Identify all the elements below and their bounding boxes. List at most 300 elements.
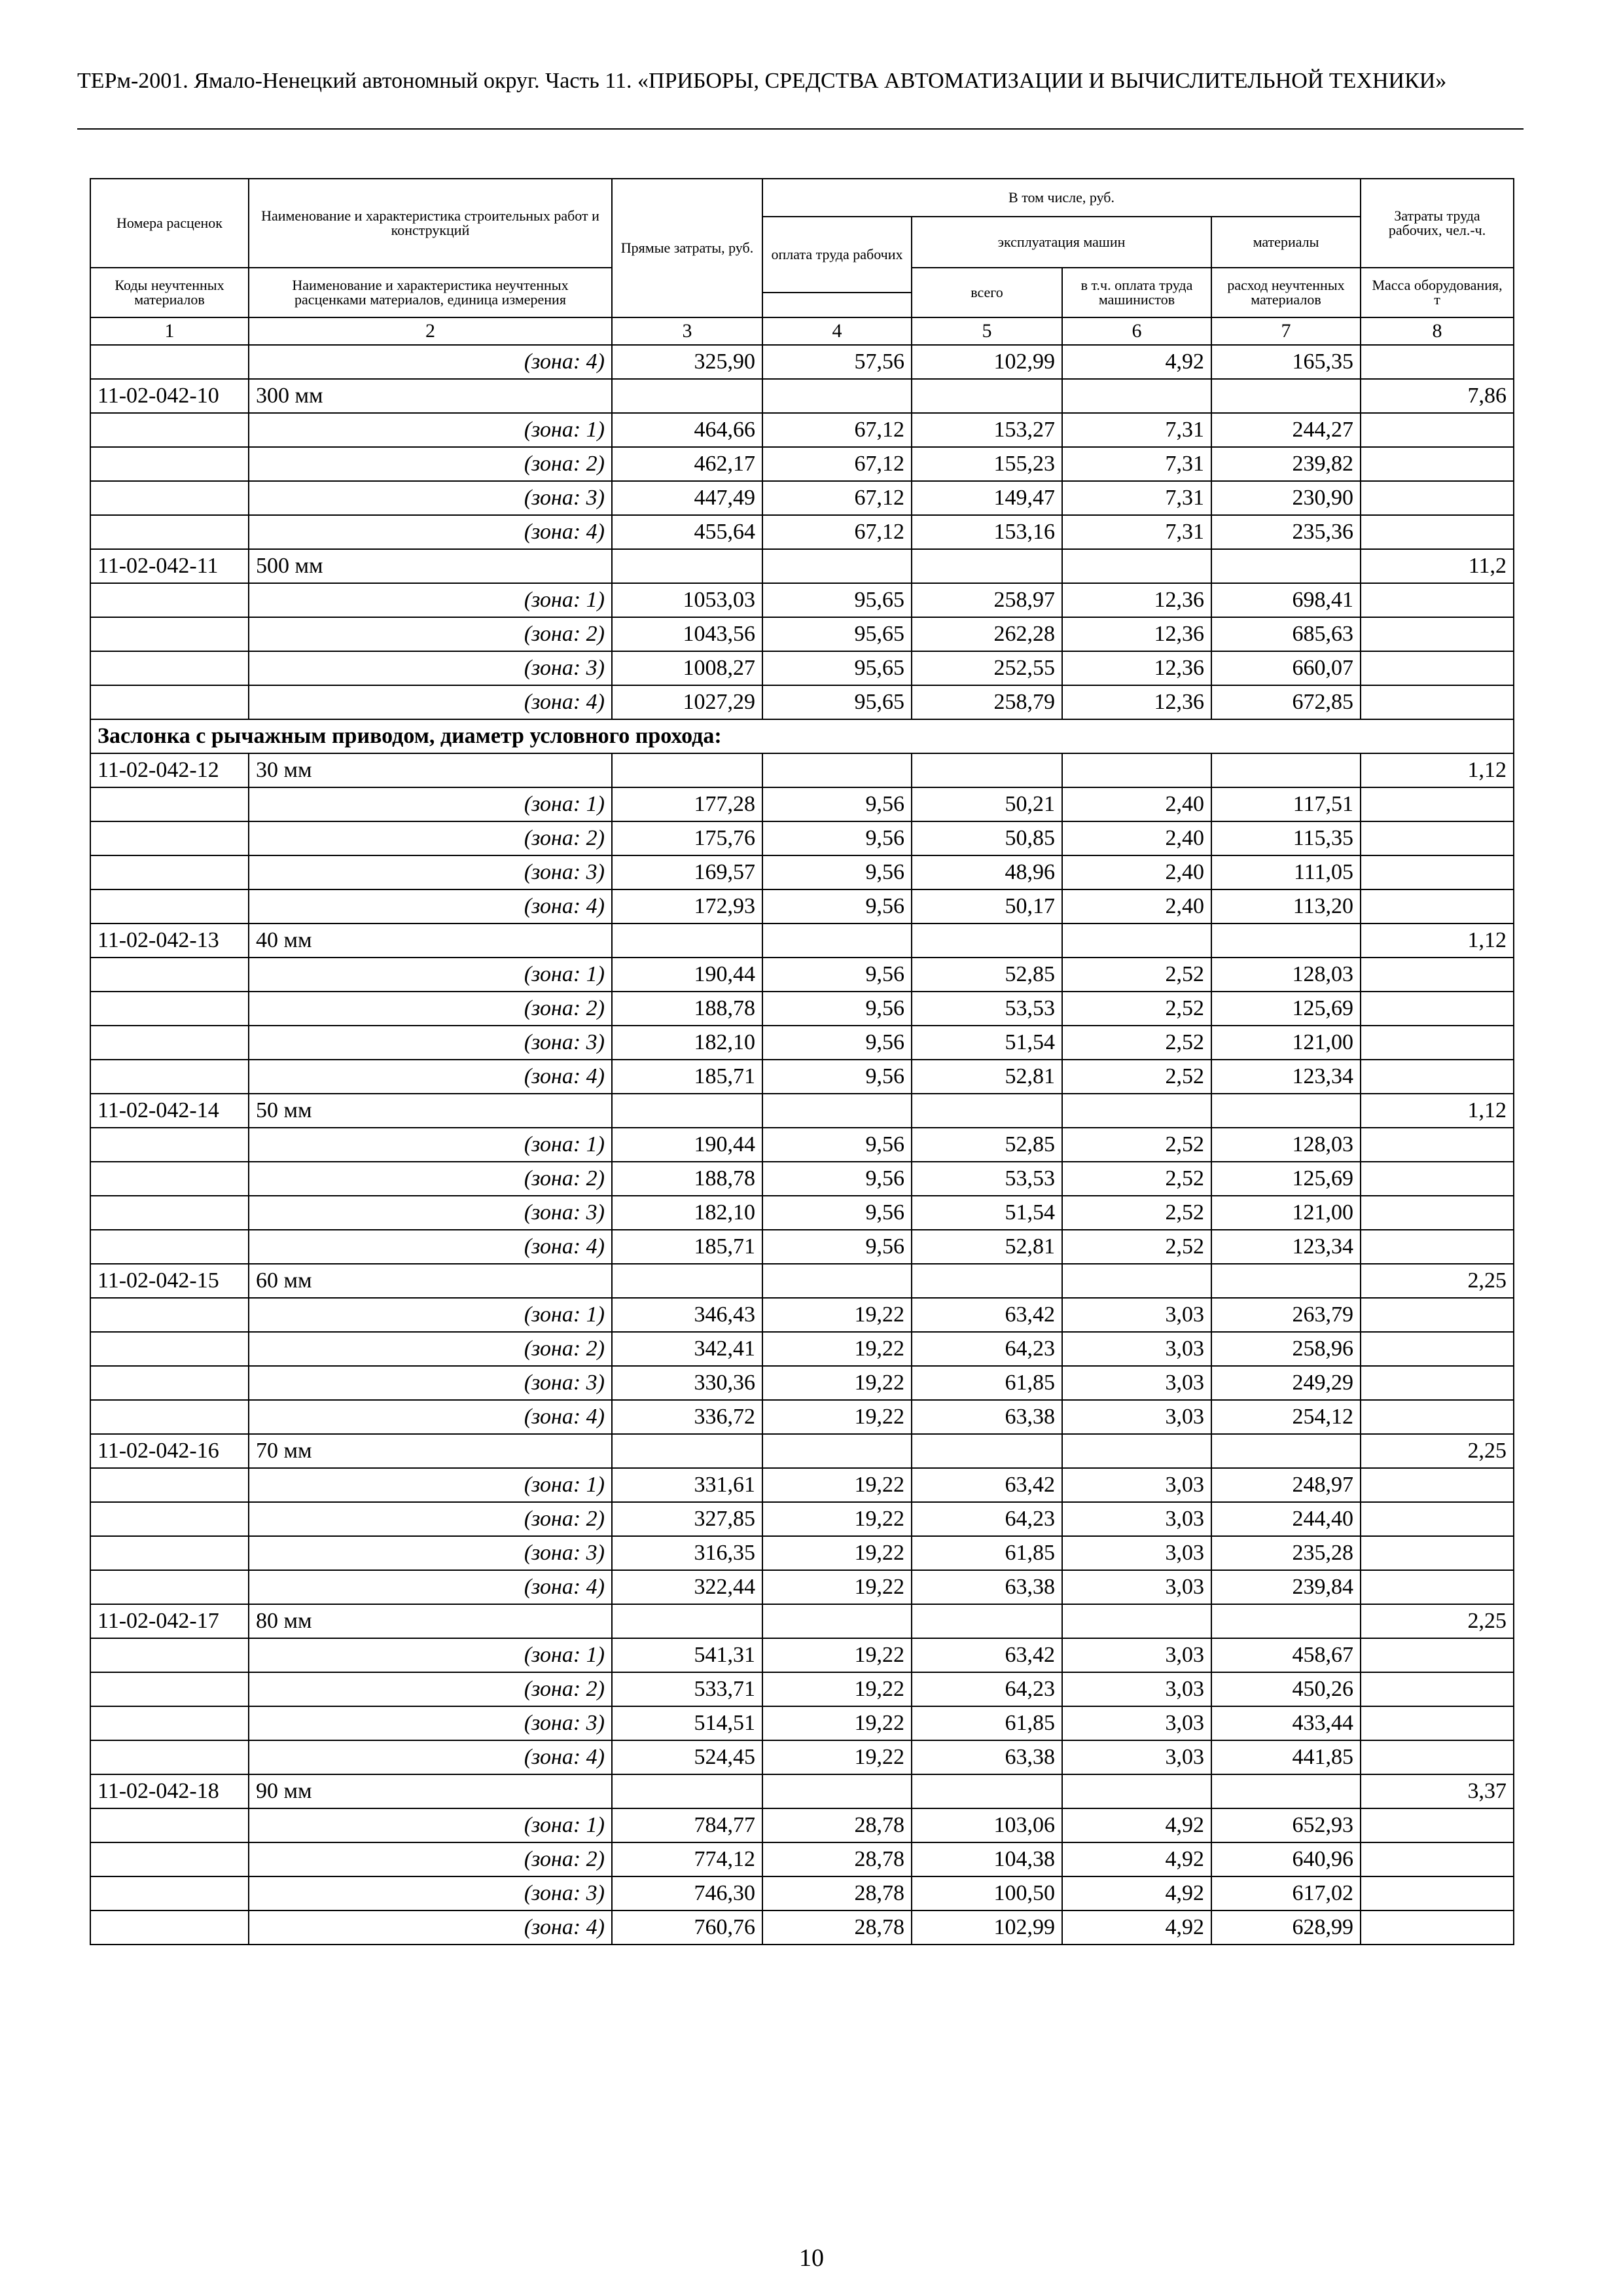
operators-wages: 3,03: [1062, 1638, 1211, 1672]
machines-total: 52,85: [912, 1128, 1062, 1162]
wages: 19,22: [762, 1706, 912, 1740]
wages: 28,78: [762, 1910, 912, 1945]
machines-total: 64,23: [912, 1502, 1062, 1536]
machines-total: 63,38: [912, 1570, 1062, 1604]
empty-cell: [912, 1604, 1062, 1638]
table-row: [90, 447, 1514, 481]
wages: 67,12: [762, 447, 912, 481]
operators-wages: 3,03: [1062, 1298, 1211, 1332]
machines-total: 104,38: [912, 1842, 1062, 1876]
table-row: [90, 1808, 1514, 1842]
machines-total: 258,79: [912, 685, 1062, 719]
empty-cell: [90, 1026, 249, 1060]
zone-label: (зона: 4): [249, 1740, 612, 1774]
direct-cost: 185,71: [612, 1230, 762, 1264]
empty-cell: [1361, 1740, 1514, 1774]
rate-code: 11-02-042-15: [90, 1264, 249, 1298]
materials: 458,67: [1211, 1638, 1361, 1672]
materials: 617,02: [1211, 1876, 1361, 1910]
rate-code: 11-02-042-18: [90, 1774, 249, 1808]
header-mass: Масса оборудования, т: [1361, 268, 1514, 317]
empty-cell: [1361, 958, 1514, 992]
section-title: Заслонка с рычажным приводом, диаметр условного прохода:: [90, 719, 1514, 753]
materials: 123,34: [1211, 1060, 1361, 1094]
table-row: [90, 787, 1514, 821]
zone-label: (зона: 3): [249, 855, 612, 889]
wages: 19,22: [762, 1502, 912, 1536]
empty-cell: [1361, 413, 1514, 447]
empty-cell: [762, 1774, 912, 1808]
direct-cost: 336,72: [612, 1400, 762, 1434]
materials: 235,28: [1211, 1536, 1361, 1570]
materials: 121,00: [1211, 1196, 1361, 1230]
zone-label: (зона: 4): [249, 1400, 612, 1434]
empty-cell: [1361, 1876, 1514, 1910]
empty-cell: [1062, 1264, 1211, 1298]
empty-cell: [90, 958, 249, 992]
table-row: [90, 1570, 1514, 1604]
direct-cost: 175,76: [612, 821, 762, 855]
direct-cost: 325,90: [612, 345, 762, 379]
direct-cost: 462,17: [612, 447, 762, 481]
operators-wages: 4,92: [1062, 345, 1211, 379]
zone-label: (зона: 1): [249, 413, 612, 447]
zone-label: (зона: 1): [249, 1468, 612, 1502]
table-row: [90, 1672, 1514, 1706]
rate-size: 80 мм: [249, 1604, 612, 1638]
machines-total: 153,16: [912, 515, 1062, 549]
wages: 9,56: [762, 1196, 912, 1230]
empty-cell: [1062, 1774, 1211, 1808]
wages: 9,56: [762, 787, 912, 821]
zone-label: (зона: 4): [249, 889, 612, 924]
table-row: [90, 1332, 1514, 1366]
labor-cost: 2,25: [1361, 1264, 1514, 1298]
rate-code: 11-02-042-14: [90, 1094, 249, 1128]
rate-size: 500 мм: [249, 549, 612, 583]
empty-cell: [1062, 1434, 1211, 1468]
machines-total: 61,85: [912, 1536, 1062, 1570]
labor-cost: 1,12: [1361, 1094, 1514, 1128]
table-row: [90, 379, 1514, 413]
direct-cost: 533,71: [612, 1672, 762, 1706]
direct-cost: 1053,03: [612, 583, 762, 617]
direct-cost: 760,76: [612, 1910, 762, 1945]
empty-cell: [1062, 1094, 1211, 1128]
empty-cell: [912, 379, 1062, 413]
direct-cost: 514,51: [612, 1706, 762, 1740]
empty-cell: [90, 481, 249, 515]
table-row: [90, 1706, 1514, 1740]
direct-cost: 1043,56: [612, 617, 762, 651]
table-row: [90, 1026, 1514, 1060]
operators-wages: 3,03: [1062, 1502, 1211, 1536]
empty-cell: [90, 1230, 249, 1264]
machines-total: 50,85: [912, 821, 1062, 855]
empty-cell: [1211, 753, 1361, 787]
table-row: [90, 1536, 1514, 1570]
machines-total: 61,85: [912, 1366, 1062, 1400]
machines-total: 52,81: [912, 1230, 1062, 1264]
table-row: [90, 924, 1514, 958]
operators-wages: 12,36: [1062, 651, 1211, 685]
empty-cell: [912, 1094, 1062, 1128]
empty-cell: [1361, 1536, 1514, 1570]
empty-cell: [1361, 1706, 1514, 1740]
table-row: [90, 1060, 1514, 1094]
empty-cell: [90, 992, 249, 1026]
empty-cell: [762, 379, 912, 413]
wages: 19,22: [762, 1332, 912, 1366]
materials: 640,96: [1211, 1842, 1361, 1876]
wages: 9,56: [762, 1128, 912, 1162]
empty-cell: [1211, 549, 1361, 583]
zone-label: (зона: 3): [249, 481, 612, 515]
operators-wages: 4,92: [1062, 1876, 1211, 1910]
empty-cell: [1361, 1842, 1514, 1876]
wages: 28,78: [762, 1808, 912, 1842]
empty-cell: [90, 889, 249, 924]
table-row: [90, 1230, 1514, 1264]
machines-total: 262,28: [912, 617, 1062, 651]
machines-total: 149,47: [912, 481, 1062, 515]
materials: 450,26: [1211, 1672, 1361, 1706]
table-row: [90, 1468, 1514, 1502]
direct-cost: 330,36: [612, 1366, 762, 1400]
empty-cell: [1062, 924, 1211, 958]
empty-cell: [612, 549, 762, 583]
empty-cell: [90, 1570, 249, 1604]
header-rule: [77, 128, 1524, 130]
empty-cell: [1361, 787, 1514, 821]
materials: 441,85: [1211, 1740, 1361, 1774]
empty-cell: [90, 583, 249, 617]
table-row: [90, 515, 1514, 549]
empty-cell: [1361, 1128, 1514, 1162]
machines-total: 63,42: [912, 1298, 1062, 1332]
empty-cell: [1361, 1468, 1514, 1502]
empty-cell: [762, 1434, 912, 1468]
labor-cost: 11,2: [1361, 549, 1514, 583]
empty-cell: [612, 1434, 762, 1468]
machines-total: 258,97: [912, 583, 1062, 617]
machines-total: 102,99: [912, 345, 1062, 379]
direct-cost: 172,93: [612, 889, 762, 924]
zone-label: (зона: 1): [249, 958, 612, 992]
header-operators: в т.ч. оплата труда машинистов: [1062, 268, 1211, 317]
table-row: [90, 413, 1514, 447]
empty-cell: [90, 855, 249, 889]
direct-cost: 188,78: [612, 992, 762, 1026]
empty-cell: [90, 651, 249, 685]
table-row: [90, 1740, 1514, 1774]
direct-cost: 182,10: [612, 1196, 762, 1230]
empty-cell: [912, 753, 1062, 787]
zone-label: (зона: 3): [249, 1366, 612, 1400]
direct-cost: 185,71: [612, 1060, 762, 1094]
operators-wages: 12,36: [1062, 617, 1211, 651]
zone-label: (зона: 4): [249, 685, 612, 719]
empty-cell: [912, 1774, 1062, 1808]
zone-label: (зона: 2): [249, 1842, 612, 1876]
empty-cell: [1062, 753, 1211, 787]
direct-cost: 346,43: [612, 1298, 762, 1332]
empty-cell: [1361, 889, 1514, 924]
zone-label: (зона: 4): [249, 1570, 612, 1604]
empty-cell: [762, 924, 912, 958]
empty-cell: [912, 1264, 1062, 1298]
zone-label: (зона: 4): [249, 1910, 612, 1945]
materials: 125,69: [1211, 1162, 1361, 1196]
direct-cost: 447,49: [612, 481, 762, 515]
empty-cell: [762, 1264, 912, 1298]
wages: 28,78: [762, 1876, 912, 1910]
empty-cell: [1361, 617, 1514, 651]
operators-wages: 7,31: [1062, 515, 1211, 549]
header-machines-total: всего: [912, 268, 1062, 317]
machines-total: 63,38: [912, 1400, 1062, 1434]
wages: 95,65: [762, 685, 912, 719]
header-wages: оплата труда рабочих: [762, 217, 912, 293]
operators-wages: 3,03: [1062, 1400, 1211, 1434]
wages: 9,56: [762, 1162, 912, 1196]
empty-cell: [1361, 821, 1514, 855]
col-number: 3: [612, 317, 762, 345]
section-row: [90, 719, 1514, 753]
col-number: 5: [912, 317, 1062, 345]
wages: 19,22: [762, 1570, 912, 1604]
rate-code: 11-02-042-17: [90, 1604, 249, 1638]
header-machines: эксплуатация машин: [912, 217, 1211, 268]
empty-cell: [90, 447, 249, 481]
empty-cell: [1211, 924, 1361, 958]
operators-wages: 3,03: [1062, 1366, 1211, 1400]
empty-cell: [90, 787, 249, 821]
empty-cell: [1361, 447, 1514, 481]
empty-cell: [1361, 1332, 1514, 1366]
table-row: [90, 1298, 1514, 1332]
rate-size: 300 мм: [249, 379, 612, 413]
zone-label: (зона: 1): [249, 787, 612, 821]
materials: 248,97: [1211, 1468, 1361, 1502]
rate-code: 11-02-042-12: [90, 753, 249, 787]
operators-wages: 3,03: [1062, 1570, 1211, 1604]
operators-wages: 7,31: [1062, 413, 1211, 447]
empty-cell: [1361, 345, 1514, 379]
wages: 67,12: [762, 481, 912, 515]
labor-cost: 2,25: [1361, 1434, 1514, 1468]
direct-cost: 331,61: [612, 1468, 762, 1502]
direct-cost: 322,44: [612, 1570, 762, 1604]
direct-cost: 190,44: [612, 958, 762, 992]
wages: 19,22: [762, 1638, 912, 1672]
materials: 254,12: [1211, 1400, 1361, 1434]
empty-cell: [1361, 583, 1514, 617]
labor-cost: 7,86: [1361, 379, 1514, 413]
empty-cell: [1361, 992, 1514, 1026]
empty-cell: [90, 685, 249, 719]
materials: 165,35: [1211, 345, 1361, 379]
empty-cell: [762, 1604, 912, 1638]
empty-cell: [1361, 651, 1514, 685]
operators-wages: 4,92: [1062, 1842, 1211, 1876]
wages: 19,22: [762, 1672, 912, 1706]
table-row: [90, 1774, 1514, 1808]
direct-cost: 524,45: [612, 1740, 762, 1774]
empty-cell: [1211, 1774, 1361, 1808]
empty-cell: [912, 1434, 1062, 1468]
table-row: [90, 1400, 1514, 1434]
zone-label: (зона: 2): [249, 617, 612, 651]
materials: 230,90: [1211, 481, 1361, 515]
table-row: [90, 1366, 1514, 1400]
materials: 433,44: [1211, 1706, 1361, 1740]
empty-cell: [90, 1468, 249, 1502]
empty-cell: [1211, 1094, 1361, 1128]
empty-cell: [1361, 481, 1514, 515]
table-row: [90, 889, 1514, 924]
header-labor: Затраты труда рабочих, чел.-ч.: [1361, 179, 1514, 268]
col-number: 6: [1062, 317, 1211, 345]
empty-cell: [1361, 1230, 1514, 1264]
header-name-top: Наименование и характеристика строительных работ и конструкций: [249, 179, 612, 268]
empty-cell: [1361, 1570, 1514, 1604]
direct-cost: 316,35: [612, 1536, 762, 1570]
table-row: [90, 1094, 1514, 1128]
empty-cell: [90, 1672, 249, 1706]
table-row: [90, 753, 1514, 787]
empty-cell: [90, 413, 249, 447]
empty-cell: [612, 379, 762, 413]
wages: 19,22: [762, 1298, 912, 1332]
machines-total: 64,23: [912, 1672, 1062, 1706]
wages: 9,56: [762, 1026, 912, 1060]
empty-cell: [612, 924, 762, 958]
table-row: [90, 651, 1514, 685]
wages: 9,56: [762, 855, 912, 889]
wages: 28,78: [762, 1842, 912, 1876]
table-row: [90, 1910, 1514, 1945]
table-row: [90, 583, 1514, 617]
empty-cell: [90, 1366, 249, 1400]
wages: 19,22: [762, 1400, 912, 1434]
operators-wages: 2,40: [1062, 889, 1211, 924]
zone-label: (зона: 3): [249, 1536, 612, 1570]
empty-cell: [90, 1638, 249, 1672]
operators-wages: 7,31: [1062, 447, 1211, 481]
machines-total: 48,96: [912, 855, 1062, 889]
materials: 125,69: [1211, 992, 1361, 1026]
machines-total: 63,42: [912, 1468, 1062, 1502]
empty-cell: [90, 1298, 249, 1332]
zone-label: (зона: 2): [249, 1332, 612, 1366]
zone-label: (зона: 1): [249, 1808, 612, 1842]
empty-cell: [1361, 1400, 1514, 1434]
header-including: В том числе, руб.: [762, 179, 1361, 217]
wages: 19,22: [762, 1740, 912, 1774]
materials: 628,99: [1211, 1910, 1361, 1945]
direct-cost: 746,30: [612, 1876, 762, 1910]
machines-total: 53,53: [912, 992, 1062, 1026]
machines-total: 63,42: [912, 1638, 1062, 1672]
empty-cell: [90, 1706, 249, 1740]
machines-total: 103,06: [912, 1808, 1062, 1842]
machines-total: 51,54: [912, 1026, 1062, 1060]
header-name-bottom: Наименование и характеристика неучтенных расценками материалов, единица измерения: [249, 268, 612, 317]
operators-wages: 12,36: [1062, 685, 1211, 719]
zone-label: (зона: 3): [249, 1876, 612, 1910]
table-row: [90, 1264, 1514, 1298]
direct-cost: 784,77: [612, 1808, 762, 1842]
empty-cell: [762, 549, 912, 583]
empty-cell: [90, 1910, 249, 1945]
operators-wages: 2,52: [1062, 1128, 1211, 1162]
zone-label: (зона: 2): [249, 1162, 612, 1196]
materials: 244,40: [1211, 1502, 1361, 1536]
zone-label: (зона: 1): [249, 583, 612, 617]
wages: 9,56: [762, 1060, 912, 1094]
header-code-top: Номера расценок: [90, 179, 249, 268]
column-numbers-row: [90, 317, 1514, 345]
col-number: 2: [249, 317, 612, 345]
empty-cell: [90, 1842, 249, 1876]
empty-cell: [90, 1128, 249, 1162]
materials: 258,96: [1211, 1332, 1361, 1366]
empty-cell: [1361, 515, 1514, 549]
direct-cost: 342,41: [612, 1332, 762, 1366]
table-body: [90, 345, 1514, 1945]
operators-wages: 3,03: [1062, 1740, 1211, 1774]
wages: 95,65: [762, 651, 912, 685]
empty-cell: [1361, 1196, 1514, 1230]
empty-cell: [1361, 1298, 1514, 1332]
rate-size: 90 мм: [249, 1774, 612, 1808]
materials: 652,93: [1211, 1808, 1361, 1842]
rate-code: 11-02-042-16: [90, 1434, 249, 1468]
rate-code: 11-02-042-10: [90, 379, 249, 413]
machines-total: 51,54: [912, 1196, 1062, 1230]
materials: 128,03: [1211, 1128, 1361, 1162]
machines-total: 52,81: [912, 1060, 1062, 1094]
table-row: [90, 1604, 1514, 1638]
empty-cell: [1361, 1502, 1514, 1536]
machines-total: 155,23: [912, 447, 1062, 481]
labor-cost: 1,12: [1361, 753, 1514, 787]
wages: 9,56: [762, 889, 912, 924]
direct-cost: 188,78: [612, 1162, 762, 1196]
operators-wages: 7,31: [1062, 481, 1211, 515]
empty-cell: [762, 753, 912, 787]
table-row: [90, 1434, 1514, 1468]
materials: 128,03: [1211, 958, 1361, 992]
direct-cost: 190,44: [612, 1128, 762, 1162]
operators-wages: 4,92: [1062, 1808, 1211, 1842]
table-row: [90, 1638, 1514, 1672]
machines-total: 63,38: [912, 1740, 1062, 1774]
direct-cost: 1027,29: [612, 685, 762, 719]
operators-wages: 2,40: [1062, 855, 1211, 889]
wages: 9,56: [762, 992, 912, 1026]
table-header: [90, 179, 1514, 317]
table-row: [90, 992, 1514, 1026]
direct-cost: 177,28: [612, 787, 762, 821]
operators-wages: 12,36: [1062, 583, 1211, 617]
zone-label: (зона: 2): [249, 447, 612, 481]
empty-cell: [1361, 1910, 1514, 1945]
table-row: [90, 685, 1514, 719]
zone-label: (зона: 2): [249, 992, 612, 1026]
table-row: [90, 1128, 1514, 1162]
